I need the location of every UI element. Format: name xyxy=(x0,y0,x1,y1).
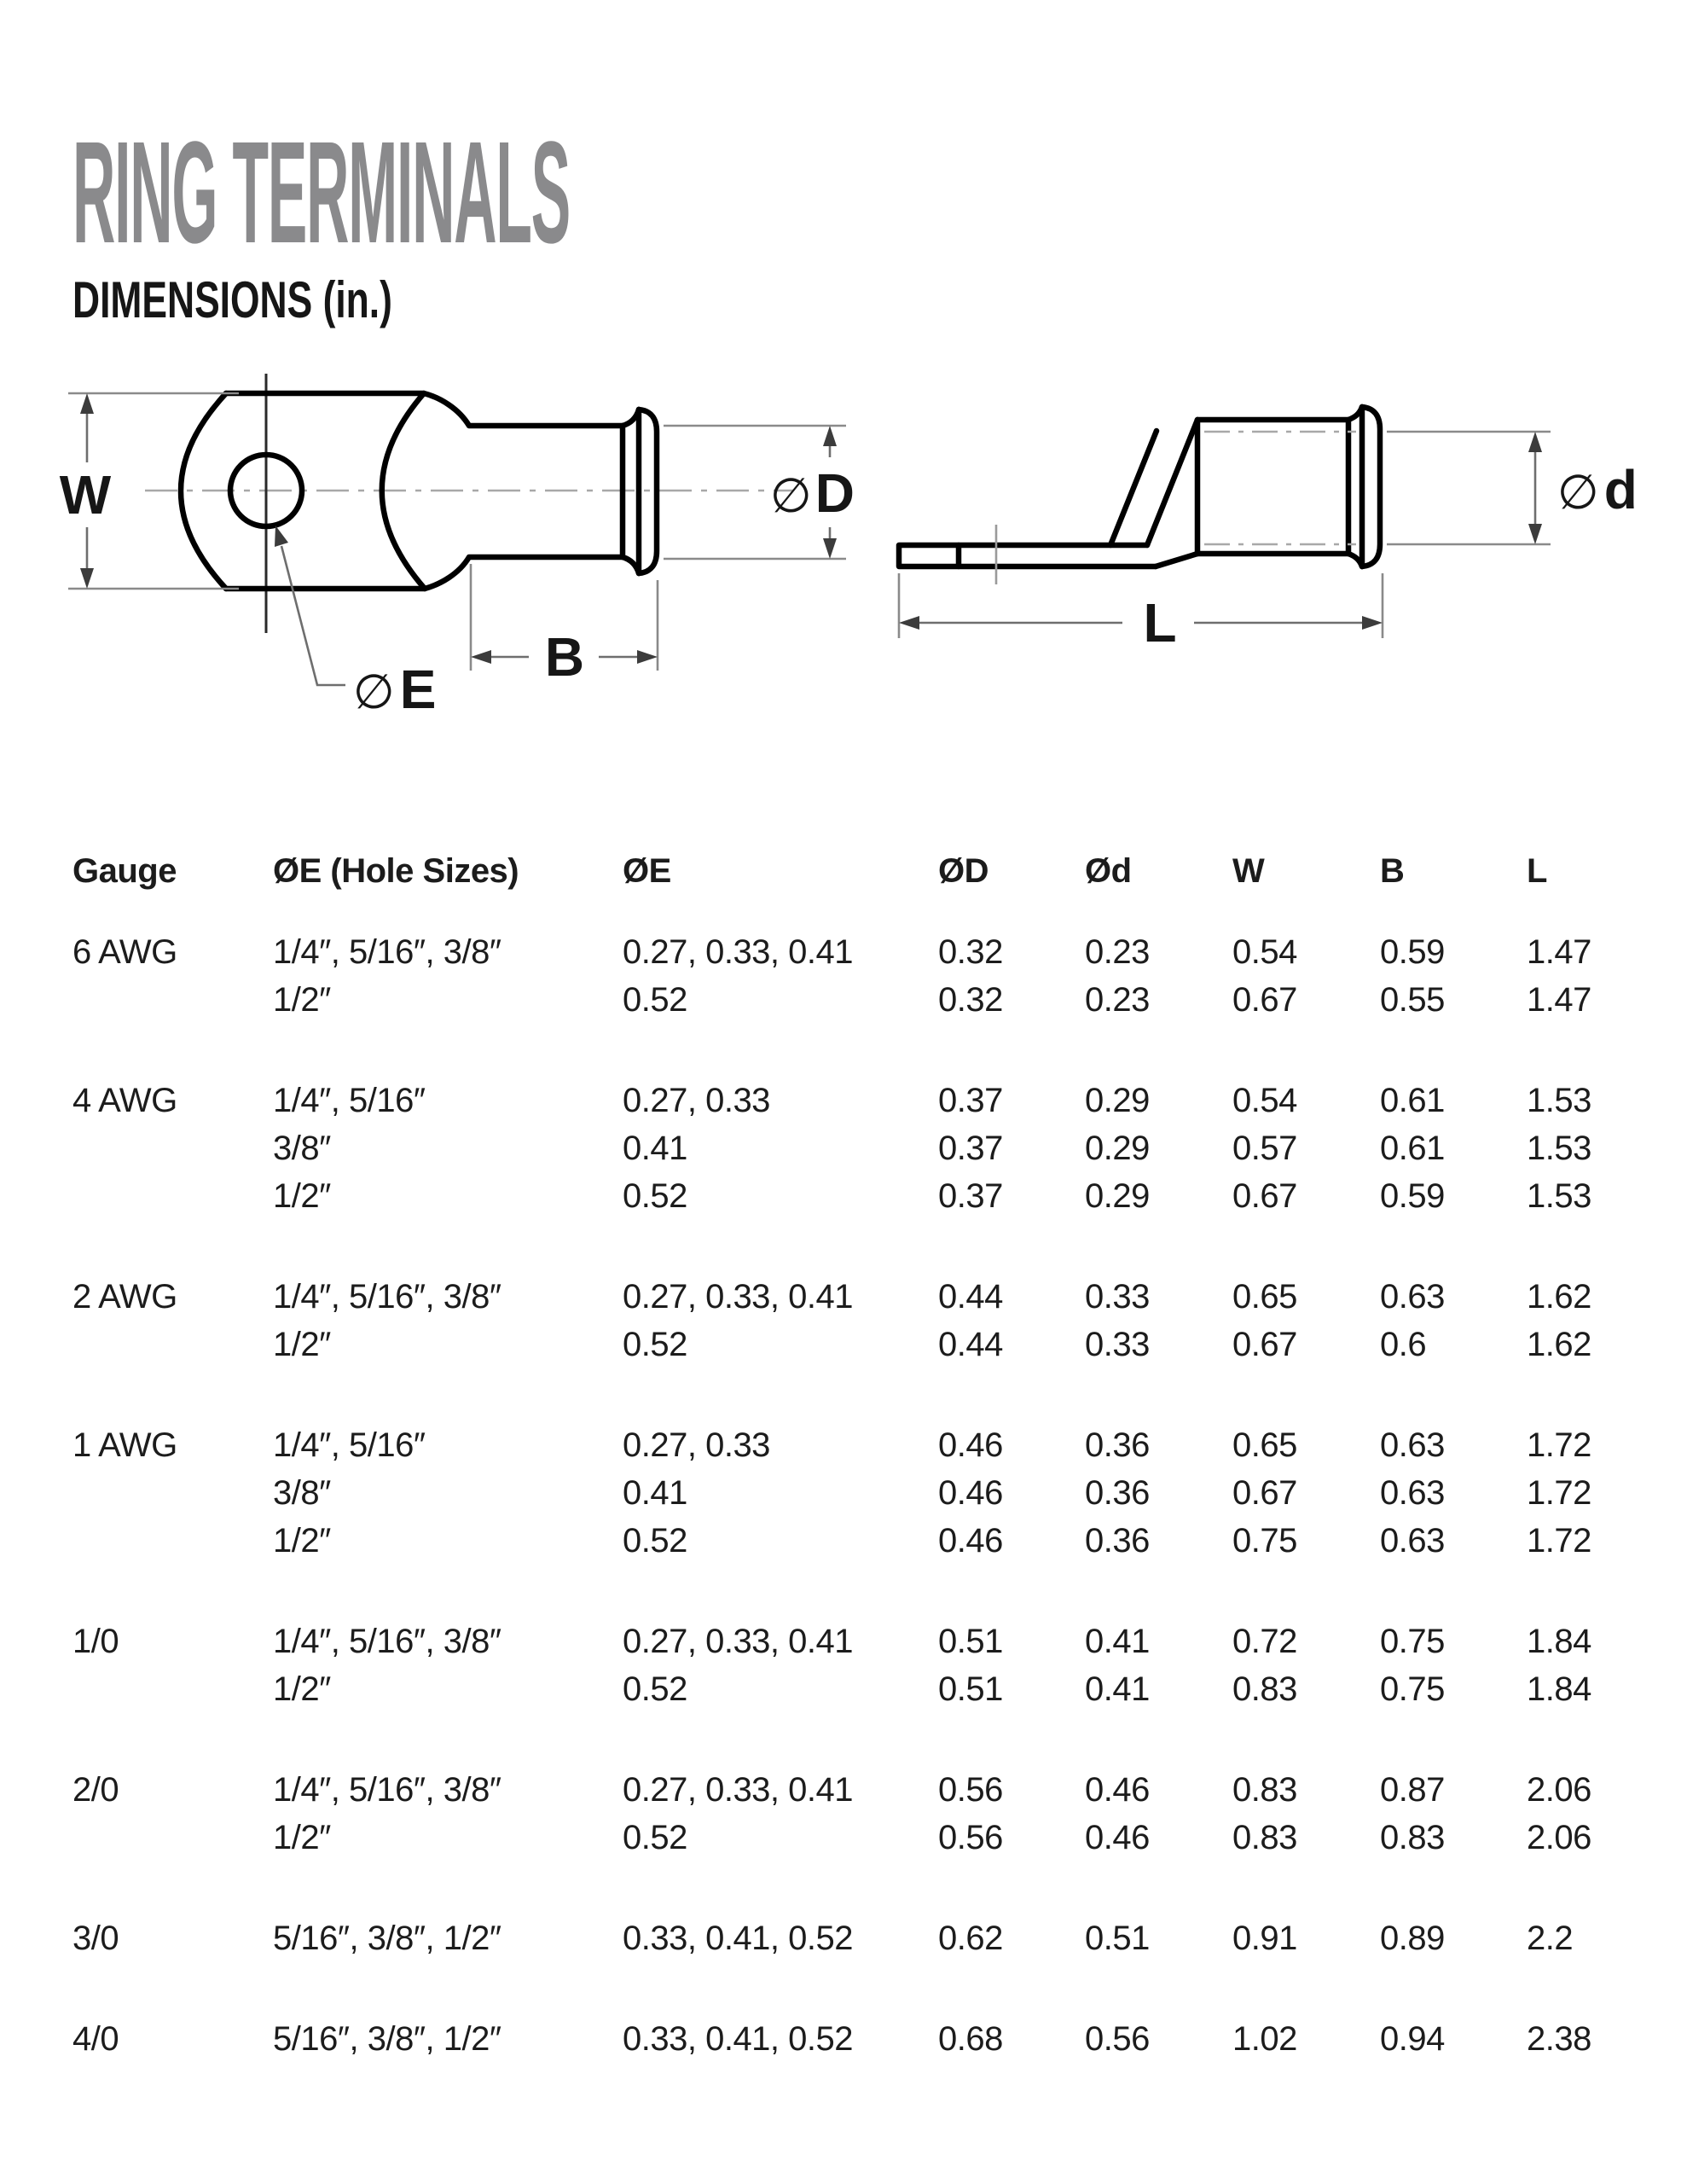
cell-value: 0.75 xyxy=(1380,1670,1445,1708)
dimension-diagram xyxy=(0,367,1687,734)
column-header-3: ØD xyxy=(938,851,988,890)
cell-value: 0.27, 0.33, 0.41 xyxy=(623,1277,854,1316)
cell-value: 0.46 xyxy=(1085,1818,1150,1856)
cell-value: 2.38 xyxy=(1527,2019,1591,2058)
cell-value: 0.63 xyxy=(1380,1277,1445,1316)
arrow-down-icon xyxy=(1528,524,1542,544)
ring-terminal-top-view xyxy=(60,374,855,720)
cell-value: 0.75 xyxy=(1380,1622,1445,1660)
group-gap xyxy=(72,1368,1615,1421)
cell-value: 0.37 xyxy=(938,1081,1003,1119)
cell-gauge: 2/0 xyxy=(72,1770,119,1809)
table-row xyxy=(72,1517,1615,1565)
dimension-b xyxy=(471,564,658,688)
cell-value: 0.33 xyxy=(1085,1277,1150,1316)
group-gap xyxy=(72,1220,1615,1273)
cell-value: 1/4″, 5/16″, 3/8″ xyxy=(273,932,501,971)
column-header-1: ØE (Hole Sizes) xyxy=(273,851,519,890)
cell-value: 0.36 xyxy=(1085,1473,1150,1512)
cell-value: 0.52 xyxy=(623,1325,687,1363)
cell-value: 1.02 xyxy=(1232,2019,1297,2058)
cell-value: 0.36 xyxy=(1085,1521,1150,1560)
cell-value: 0.51 xyxy=(938,1622,1003,1660)
cell-value: 1/4″, 5/16″, 3/8″ xyxy=(273,1770,501,1809)
column-header-7: L xyxy=(1527,851,1547,890)
cell-value: 0.41 xyxy=(1085,1670,1150,1708)
cell-value: 1/2″ xyxy=(273,1176,331,1215)
cell-value: 1/2″ xyxy=(273,980,331,1019)
cell-value: 1/2″ xyxy=(273,1818,331,1856)
table-header-row xyxy=(72,847,1615,895)
cell-value: 0.83 xyxy=(1232,1770,1297,1809)
cell-value: 0.59 xyxy=(1380,932,1445,971)
tongue-barrel-taper xyxy=(1156,554,1197,566)
cell-value: 1.47 xyxy=(1527,932,1591,971)
cell-value: 0.44 xyxy=(938,1325,1003,1363)
arrow-up-icon xyxy=(1528,432,1542,452)
arrow-left-icon xyxy=(471,650,491,664)
group-gap xyxy=(72,1862,1615,1914)
cell-value: 1.72 xyxy=(1527,1426,1591,1464)
cell-value: 2.06 xyxy=(1527,1818,1591,1856)
cell-value: 1.84 xyxy=(1527,1622,1591,1660)
cell-value: 0.27, 0.33, 0.41 xyxy=(623,1622,854,1660)
cell-value: 0.27, 0.33 xyxy=(623,1081,770,1119)
cell-gauge: 4 AWG xyxy=(72,1081,177,1119)
cell-value: 1/4″, 5/16″, 3/8″ xyxy=(273,1277,501,1316)
cell-value: 3/8″ xyxy=(273,1473,331,1512)
cell-value: 0.56 xyxy=(1085,2019,1150,2058)
cell-value: 1.72 xyxy=(1527,1521,1591,1560)
cell-value: 1/2″ xyxy=(273,1670,331,1708)
cell-value: 0.46 xyxy=(938,1521,1003,1560)
cell-value: 0.54 xyxy=(1232,1081,1297,1119)
table-row xyxy=(72,1273,1615,1321)
cell-value: 0.52 xyxy=(623,1176,687,1215)
cell-value: 0.83 xyxy=(1232,1818,1297,1856)
table-row xyxy=(72,1469,1615,1517)
cell-value: 0.63 xyxy=(1380,1521,1445,1560)
table-row xyxy=(72,1914,1615,1962)
cell-value: 0.61 xyxy=(1380,1129,1445,1167)
cell-value: 5/16″, 3/8″, 1/2″ xyxy=(273,2019,501,2058)
cell-value: 0.27, 0.33, 0.41 xyxy=(623,932,854,971)
cell-value: 0.52 xyxy=(623,1670,687,1708)
cell-value: 0.72 xyxy=(1232,1622,1297,1660)
dim-label-od: ∅D xyxy=(770,462,855,524)
cell-gauge: 1/0 xyxy=(72,1622,119,1660)
arrow-right-icon xyxy=(637,650,658,664)
dim-label-w: W xyxy=(59,464,112,526)
cell-value: 0.67 xyxy=(1232,1176,1297,1215)
cell-value: 0.29 xyxy=(1085,1081,1150,1119)
palm-inner-diagonal xyxy=(1110,431,1157,545)
cell-value: 0.75 xyxy=(1232,1521,1297,1560)
arrow-up-icon xyxy=(823,426,837,446)
cell-value: 0.52 xyxy=(623,980,687,1019)
group-gap xyxy=(72,1024,1615,1077)
column-header-5: W xyxy=(1232,851,1265,890)
cell-value: 0.37 xyxy=(938,1176,1003,1215)
dim-label-od-small: ∅d xyxy=(1557,459,1638,520)
cell-value: 1/2″ xyxy=(273,1521,331,1560)
dimension-od-small xyxy=(1387,432,1638,544)
arrow-right-icon xyxy=(1362,616,1383,630)
dimensions-table xyxy=(72,847,1615,2063)
table-row xyxy=(72,1766,1615,1814)
ring-outline-top xyxy=(226,393,623,426)
table-row xyxy=(72,928,1615,976)
cell-value: 0.46 xyxy=(1085,1770,1150,1809)
cell-gauge: 1 AWG xyxy=(72,1426,177,1464)
cell-value: 1.62 xyxy=(1527,1325,1591,1363)
cell-value: 0.67 xyxy=(1232,1473,1297,1512)
tongue-outline xyxy=(899,545,1156,566)
cell-value: 0.63 xyxy=(1380,1426,1445,1464)
cell-value: 1/4″, 5/16″ xyxy=(273,1081,426,1119)
cell-value: 0.44 xyxy=(938,1277,1003,1316)
group-gap xyxy=(72,1565,1615,1618)
cell-value: 0.83 xyxy=(1380,1818,1445,1856)
cell-value: 0.54 xyxy=(1232,932,1297,971)
cell-value: 0.32 xyxy=(938,980,1003,1019)
cell-value: 1.53 xyxy=(1527,1081,1591,1119)
cell-value: 0.51 xyxy=(938,1670,1003,1708)
cell-value: 0.29 xyxy=(1085,1129,1150,1167)
cell-value: 0.87 xyxy=(1380,1770,1445,1809)
cell-value: 0.56 xyxy=(938,1770,1003,1809)
table-row xyxy=(72,1618,1615,1665)
cell-gauge: 3/0 xyxy=(72,1919,119,1957)
cell-value: 3/8″ xyxy=(273,1129,331,1167)
cell-value: 0.68 xyxy=(938,2019,1003,2058)
arrow-down-icon xyxy=(80,568,94,589)
column-header-6: B xyxy=(1380,851,1405,890)
section-heading-dimensions: DIMENSIONS (in.) xyxy=(72,271,392,328)
cell-value: 0.27, 0.33, 0.41 xyxy=(623,1770,854,1809)
arrow-left-icon xyxy=(899,616,919,630)
cell-value: 1.53 xyxy=(1527,1129,1591,1167)
cell-value: 0.65 xyxy=(1232,1426,1297,1464)
cell-value: 2.06 xyxy=(1527,1770,1591,1809)
cell-value: 0.67 xyxy=(1232,1325,1297,1363)
cell-value: 0.94 xyxy=(1380,2019,1445,2058)
cell-gauge: 6 AWG xyxy=(72,932,177,971)
cell-value: 0.63 xyxy=(1380,1473,1445,1512)
cell-value: 0.6 xyxy=(1380,1325,1427,1363)
table-row xyxy=(72,1665,1615,1713)
cell-value: 0.59 xyxy=(1380,1176,1445,1215)
cell-value: 1/4″, 5/16″ xyxy=(273,1426,426,1464)
dim-label-l: L xyxy=(1143,592,1177,653)
cell-value: 0.52 xyxy=(623,1818,687,1856)
cell-value: 1.53 xyxy=(1527,1176,1591,1215)
cell-value: 0.83 xyxy=(1232,1670,1297,1708)
cell-value: 0.51 xyxy=(1085,1919,1150,1957)
cell-value: 0.55 xyxy=(1380,980,1445,1019)
column-header-0: Gauge xyxy=(72,851,177,890)
dim-label-b: B xyxy=(544,626,585,688)
cell-value: 0.57 xyxy=(1232,1129,1297,1167)
cell-value: 0.52 xyxy=(623,1521,687,1560)
cell-value: 0.62 xyxy=(938,1919,1003,1957)
table-row xyxy=(72,2015,1615,2063)
cell-value: 0.33, 0.41, 0.52 xyxy=(623,1919,854,1957)
cell-value: 0.37 xyxy=(938,1129,1003,1167)
cell-value: 1/4″, 5/16″, 3/8″ xyxy=(273,1622,501,1660)
cell-value: 0.33, 0.41, 0.52 xyxy=(623,2019,854,2058)
cell-value: 0.91 xyxy=(1232,1919,1297,1957)
header-gap xyxy=(72,895,1615,928)
arrow-up-icon xyxy=(80,393,94,414)
arrow-down-icon xyxy=(823,538,837,559)
cell-value: 1/2″ xyxy=(273,1325,331,1363)
cell-value: 0.56 xyxy=(938,1818,1003,1856)
cell-value: 0.33 xyxy=(1085,1325,1150,1363)
cell-value: 0.46 xyxy=(938,1473,1003,1512)
dimension-oe-leader xyxy=(275,526,436,720)
cell-value: 0.36 xyxy=(1085,1426,1150,1464)
dim-label-oe: ∅E xyxy=(353,659,437,720)
cell-value: 0.27, 0.33 xyxy=(623,1426,770,1464)
cell-value: 1.84 xyxy=(1527,1670,1591,1708)
ring-terminal-side-view xyxy=(899,407,1638,653)
dimension-l xyxy=(899,573,1383,653)
arrow-leader-icon xyxy=(275,526,288,547)
dimension-od xyxy=(664,426,855,559)
cell-value: 0.41 xyxy=(1085,1622,1150,1660)
table-row xyxy=(72,1321,1615,1368)
cell-value: 0.23 xyxy=(1085,980,1150,1019)
cell-value: 2.2 xyxy=(1527,1919,1574,1957)
cell-value: 1.72 xyxy=(1527,1473,1591,1512)
group-gap xyxy=(72,1713,1615,1766)
cell-gauge: 4/0 xyxy=(72,2019,119,2058)
table-row xyxy=(72,1077,1615,1124)
table-row xyxy=(72,976,1615,1024)
group-gap xyxy=(72,1962,1615,2015)
cell-value: 0.89 xyxy=(1380,1919,1445,1957)
column-header-4: Ød xyxy=(1085,851,1132,890)
cell-value: 0.46 xyxy=(938,1426,1003,1464)
cell-value: 0.61 xyxy=(1380,1081,1445,1119)
cell-value: 0.41 xyxy=(623,1473,687,1512)
cell-value: 1.47 xyxy=(1527,980,1591,1019)
table-row xyxy=(72,1124,1615,1172)
table-row xyxy=(72,1172,1615,1220)
table-row xyxy=(72,1421,1615,1469)
table-row xyxy=(72,1814,1615,1862)
cell-value: 0.41 xyxy=(623,1129,687,1167)
cell-value: 0.65 xyxy=(1232,1277,1297,1316)
cell-value: 0.29 xyxy=(1085,1176,1150,1215)
cell-value: 0.23 xyxy=(1085,932,1150,971)
cell-value: 0.32 xyxy=(938,932,1003,971)
cell-value: 0.67 xyxy=(1232,980,1297,1019)
cell-value: 1.62 xyxy=(1527,1277,1591,1316)
page-title: RING TERMINALS xyxy=(72,112,570,274)
cell-gauge: 2 AWG xyxy=(72,1277,177,1316)
cell-value: 5/16″, 3/8″, 1/2″ xyxy=(273,1919,501,1957)
column-header-2: ØE xyxy=(623,851,671,890)
